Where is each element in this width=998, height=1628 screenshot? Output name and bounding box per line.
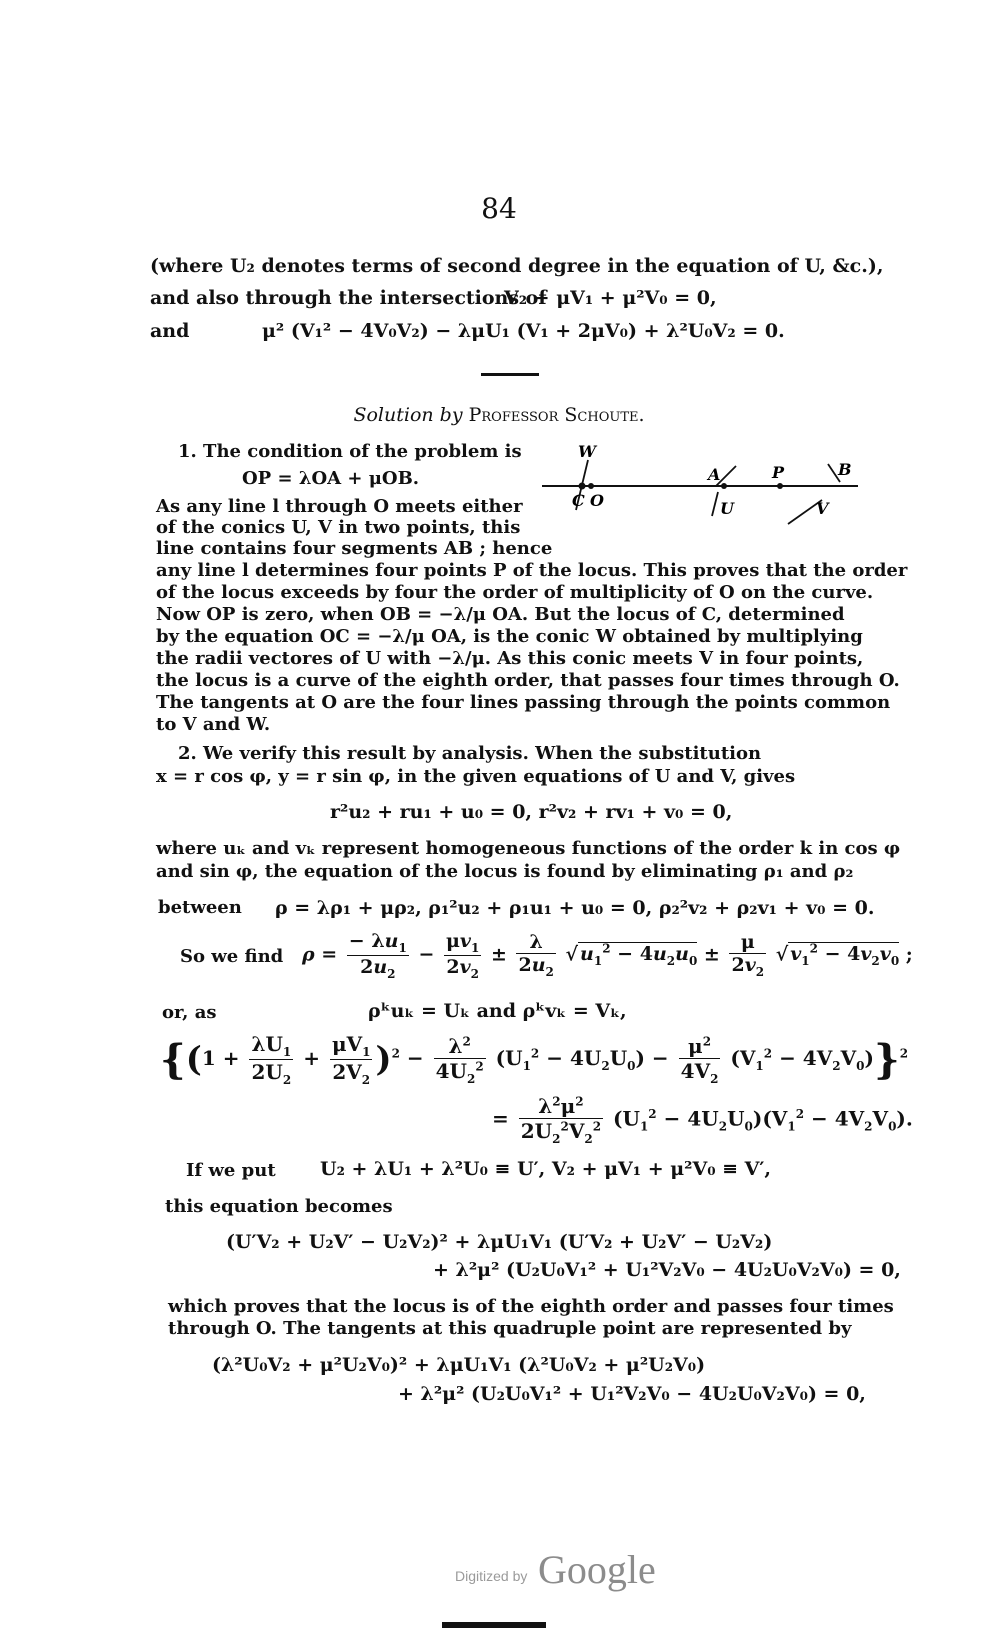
s2-eq-becomes-line-1: (U′V₂ + U₂V′ − U₂V₂)² + λμU₁V₁ (U′V₂ + U₂V′ − U₂V₂) (226, 1231, 773, 1253)
label-c: C (572, 491, 585, 510)
page-number: 84 (481, 192, 517, 225)
label-p: P (772, 463, 785, 482)
s2-line-3: where uₖ and vₖ represent homogeneous functions of the order k in cos φ (156, 838, 901, 859)
s1-line-4: of the conics U, V in two points, this (156, 517, 521, 538)
label-o: O (590, 491, 604, 510)
point-c (579, 483, 586, 490)
intro-line-2-equation: V₂ + μV₁ + μ²V₀ = 0, (504, 287, 717, 309)
s1-para-line-5: the radii vectores of U with −λ/μ. As this conic meets V in four points, (156, 648, 864, 669)
intro-line-2-label: and also through the intersections of (150, 287, 547, 309)
solution-heading (0, 404, 998, 426)
point-a (721, 483, 727, 489)
figure-curve-u-lower (712, 492, 718, 516)
s2-proves-line-1: which proves that the locus is of the eighth order and passes four times (168, 1296, 894, 1317)
s1-line-3: As any line l through O meets either (156, 496, 523, 517)
s1-line-5: line contains four segments AB ; hence (156, 538, 553, 559)
watermark-google-logo: Google (538, 1547, 656, 1592)
s1-para-line-6: the locus is a curve of the eighth order, that passes four times through O. (156, 670, 900, 691)
s2-or-as-label: or, as (162, 1002, 217, 1023)
solution-heading-prefix: Solution by (353, 404, 463, 426)
intro-line-1: (where U₂ denotes terms of second degree in the equation of U, &c.), (150, 255, 884, 277)
intro-line-3-label: and (150, 320, 190, 342)
section-divider (481, 373, 539, 376)
s1-condition: OP = λOA + μOB. (242, 468, 420, 489)
s1-para-line-2: of the locus exceeds by four the order of multiplicity of O on the curve. (156, 582, 874, 603)
intro-line-3-equation: μ² (V₁² − 4V₀V₂) − λμU₁ (V₁ + 2μV₀) + λ²U₀V₂ = 0. (262, 320, 785, 342)
label-w: W (578, 442, 596, 461)
label-a: A (708, 465, 721, 484)
label-u: U (720, 499, 734, 518)
s2-line-4: and sin φ, the equation of the locus is found by eliminating ρ₁ and ρ₂ (156, 861, 854, 882)
s1-para-line-4: by the equation OC = −λ/μ OA, is the conic W obtained by multiplying (156, 626, 863, 647)
s2-line-2: x = r cos φ, y = r sin φ, in the given equations of U and V, gives (156, 766, 796, 787)
point-p (777, 483, 783, 489)
s1-para-line-7: The tangents at O are the four lines passing through the points common (156, 692, 891, 713)
s2-line-1: 2. We verify this result by analysis. When the substitution (178, 743, 762, 764)
s1-para-line-3: Now OP is zero, when OB = −λ/μ OA. But the locus of C, determined (156, 604, 845, 625)
s2-eq-becomes-line-2: + λ²μ² (U₂U₀V₁² + U₁²V₂V₀ − 4U₂U₀V₂V₀) = 0, (433, 1259, 901, 1281)
solution-heading-author: Professor Schoute. (468, 404, 645, 426)
rho-formula: ρ = $\frac{- \lambda u_1}{2u_2}$ − $\frac{\mu v_1}{2v_2}$ ± $\frac{\lambda}{2u_2}$ √ $u_1^2 - 4u_2u_0$ ± $\frac{\mu}{2v_2}$ √ $v_1^2 - 4v_2v_0$ ; (302, 930, 913, 981)
s1-para-line-1: any line l determines four points P of the locus. This proves that the order (156, 560, 908, 581)
geometry-figure (540, 440, 870, 540)
point-o (588, 483, 594, 489)
label-v: V (816, 499, 829, 518)
s2-eq-polar: r²u₂ + ru₁ + u₀ = 0, r²v₂ + rv₁ + v₀ = 0, (330, 801, 733, 823)
main-equation-rhs: = $\frac{\lambda^2\mu^2}{2U_2^2V_2^2}$ $(U_1^2 - 4U_2U_0)(V_1^2 - 4V_2V_0)$. (492, 1094, 913, 1146)
label-b: B (838, 460, 852, 479)
s1-line-1: 1. The condition of the problem is (178, 441, 522, 462)
s2-between-equation: ρ = λρ₁ + μρ₂, ρ₁²u₂ + ρ₁u₁ + u₀ = 0, ρ₂²v₂ + ρ₂v₁ + v₀ = 0. (275, 897, 875, 919)
scan-edge-bar (442, 1622, 546, 1628)
s1-para-line-8: to V and W. (156, 714, 271, 735)
s2-between-label: between (158, 897, 242, 918)
s2-tangents-eq-line-2: + λ²μ² (U₂U₀V₁² + U₁²V₂V₀ − 4U₂U₀V₂V₀) = 0, (398, 1383, 866, 1405)
s2-or-as-equation: ρᵏuₖ = Uₖ and ρᵏvₖ = Vₖ, (368, 1000, 627, 1022)
s2-if-we-put-equation: U₂ + λU₁ + λ²U₀ ≡ U′, V₂ + μV₁ + μ²V₀ ≡ V′, (320, 1158, 772, 1180)
s2-if-we-put-label: If we put (186, 1160, 276, 1181)
main-equation-lhs: {(1 + $\frac{\lambda U_1}{2U_2}$ + $\frac{\mu V_1}{2V_2}$ )$^2$ − $\frac{\lambda^2}{4U_2^2}$ $(U_1^2 - 4U_2U_0)$ − $\frac{\mu^2}{4V_2}$ $(V_1^2 - 4V_2V_0)\}^2$ (160, 1032, 909, 1087)
s2-tangents-eq-line-1: (λ²U₀V₂ + μ²U₂V₀)² + λμU₁V₁ (λ²U₀V₂ + μ²U₂V₀) (212, 1354, 706, 1376)
s2-proves-line-2: through O. The tangents at this quadruple point are represented by (168, 1318, 852, 1339)
s2-so-we-find-label: So we find (180, 946, 284, 967)
s2-this-equation-becomes: this equation becomes (165, 1196, 393, 1217)
watermark-digitized-text: Digitized by (455, 1568, 528, 1584)
